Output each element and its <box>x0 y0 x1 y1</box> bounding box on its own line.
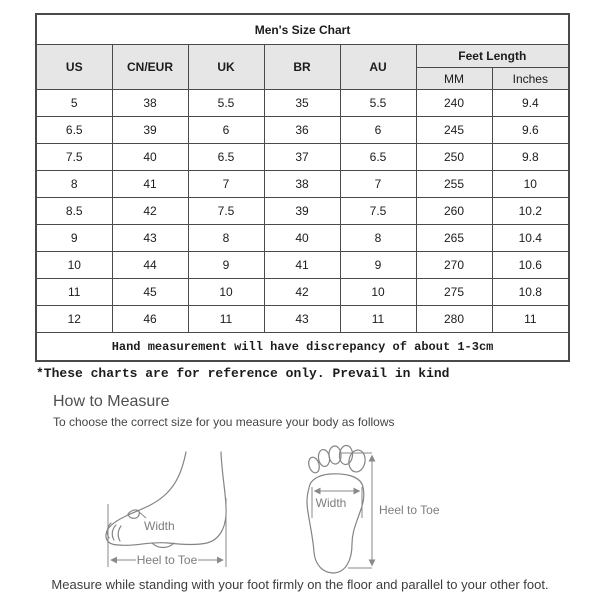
measurement-diagrams <box>0 440 600 600</box>
size-cell: 11 <box>340 306 416 333</box>
size-row <box>36 279 569 306</box>
footnote-row <box>36 333 569 362</box>
size-cell: 41 <box>112 171 188 198</box>
col-header-us: US <box>36 45 112 90</box>
size-row <box>36 171 569 198</box>
sole-outline <box>307 474 364 573</box>
how-to-measure-heading: How to Measure <box>53 393 170 410</box>
size-row <box>36 252 569 279</box>
size-cell: 7 <box>340 171 416 198</box>
size-chart-table <box>35 13 570 362</box>
size-cell: 7.5 <box>340 198 416 225</box>
size-cell: 270 <box>416 252 492 279</box>
size-cell: 38 <box>112 90 188 117</box>
size-cell: 43 <box>112 225 188 252</box>
size-cell: 41 <box>264 252 340 279</box>
side-width-label: Width <box>144 519 175 533</box>
side-foot-diagram <box>106 452 226 567</box>
side-heel-to-toe-label: Heel to Toe <box>136 553 198 567</box>
size-cell: 8 <box>188 225 264 252</box>
size-cell: 10.2 <box>492 198 569 225</box>
size-cell: 40 <box>264 225 340 252</box>
size-row <box>36 225 569 252</box>
size-chart <box>35 13 570 362</box>
size-row <box>36 144 569 171</box>
size-cell: 9 <box>340 252 416 279</box>
size-cell: 5.5 <box>340 90 416 117</box>
size-cell: 6 <box>340 117 416 144</box>
table-title: Men's Size Chart <box>36 14 569 45</box>
sole-width-label: Width <box>315 496 347 510</box>
size-cell: 10 <box>492 171 569 198</box>
size-cell: 7 <box>188 171 264 198</box>
col-header-cn-eur: CN/EUR <box>112 45 188 90</box>
size-cell: 10.8 <box>492 279 569 306</box>
size-cell: 275 <box>416 279 492 306</box>
size-cell: 250 <box>416 144 492 171</box>
size-cell: 260 <box>416 198 492 225</box>
size-cell: 9.8 <box>492 144 569 171</box>
size-cell: 44 <box>112 252 188 279</box>
size-cell: 6.5 <box>340 144 416 171</box>
size-cell: 46 <box>112 306 188 333</box>
size-row <box>36 198 569 225</box>
size-cell: 45 <box>112 279 188 306</box>
size-cell: 10.6 <box>492 252 569 279</box>
size-cell: 245 <box>416 117 492 144</box>
size-cell: 7.5 <box>188 198 264 225</box>
size-cell: 9.6 <box>492 117 569 144</box>
size-cell: 10 <box>188 279 264 306</box>
size-row <box>36 117 569 144</box>
size-cell: 11 <box>36 279 112 306</box>
size-cell: 8.5 <box>36 198 112 225</box>
size-cell: 265 <box>416 225 492 252</box>
size-cell: 240 <box>416 90 492 117</box>
toe-curl-lines <box>107 523 121 541</box>
col-header-feet-length: Feet Length <box>416 45 569 68</box>
size-cell: 10.4 <box>492 225 569 252</box>
sole-heel-to-toe-label: Heel to Toe <box>379 503 440 517</box>
size-cell: 5.5 <box>188 90 264 117</box>
col-header-inches: Inches <box>492 68 569 90</box>
size-cell: 37 <box>264 144 340 171</box>
size-cell: 35 <box>264 90 340 117</box>
sole-foot-diagram <box>307 445 440 573</box>
table-title-row <box>36 14 569 45</box>
size-cell: 43 <box>264 306 340 333</box>
size-cell: 10 <box>36 252 112 279</box>
size-cell: 11 <box>188 306 264 333</box>
how-to-measure-subtitle: To choose the correct size for you measure your body as follows <box>53 415 395 429</box>
size-cell: 6.5 <box>36 117 112 144</box>
size-cell: 6.5 <box>188 144 264 171</box>
size-cell: 36 <box>264 117 340 144</box>
size-cell: 8 <box>340 225 416 252</box>
size-cell: 38 <box>264 171 340 198</box>
size-row <box>36 90 569 117</box>
size-cell: 40 <box>112 144 188 171</box>
col-header-au: AU <box>340 45 416 90</box>
size-cell: 42 <box>112 198 188 225</box>
size-cell: 42 <box>264 279 340 306</box>
size-cell: 7.5 <box>36 144 112 171</box>
reference-note: *These charts are for reference only. Prevail in kind <box>36 366 450 381</box>
size-cell: 12 <box>36 306 112 333</box>
table-footnote: Hand measurement will have discrepancy of about 1-3cm <box>36 333 569 362</box>
size-cell: 8 <box>36 171 112 198</box>
size-cell: 280 <box>416 306 492 333</box>
size-cell: 9 <box>36 225 112 252</box>
size-cell: 39 <box>264 198 340 225</box>
size-cell: 6 <box>188 117 264 144</box>
size-cell: 9 <box>188 252 264 279</box>
size-cell: 5 <box>36 90 112 117</box>
header-row <box>36 45 569 68</box>
size-cell: 39 <box>112 117 188 144</box>
col-header-mm: MM <box>416 68 492 90</box>
size-cell: 11 <box>492 306 569 333</box>
size-row <box>36 306 569 333</box>
size-cell: 255 <box>416 171 492 198</box>
size-cell: 10 <box>340 279 416 306</box>
col-header-br: BR <box>264 45 340 90</box>
col-header-uk: UK <box>188 45 264 90</box>
measure-caption: Measure while standing with your foot firmly on the floor and parallel to your other foot. <box>51 577 549 592</box>
size-cell: 9.4 <box>492 90 569 117</box>
